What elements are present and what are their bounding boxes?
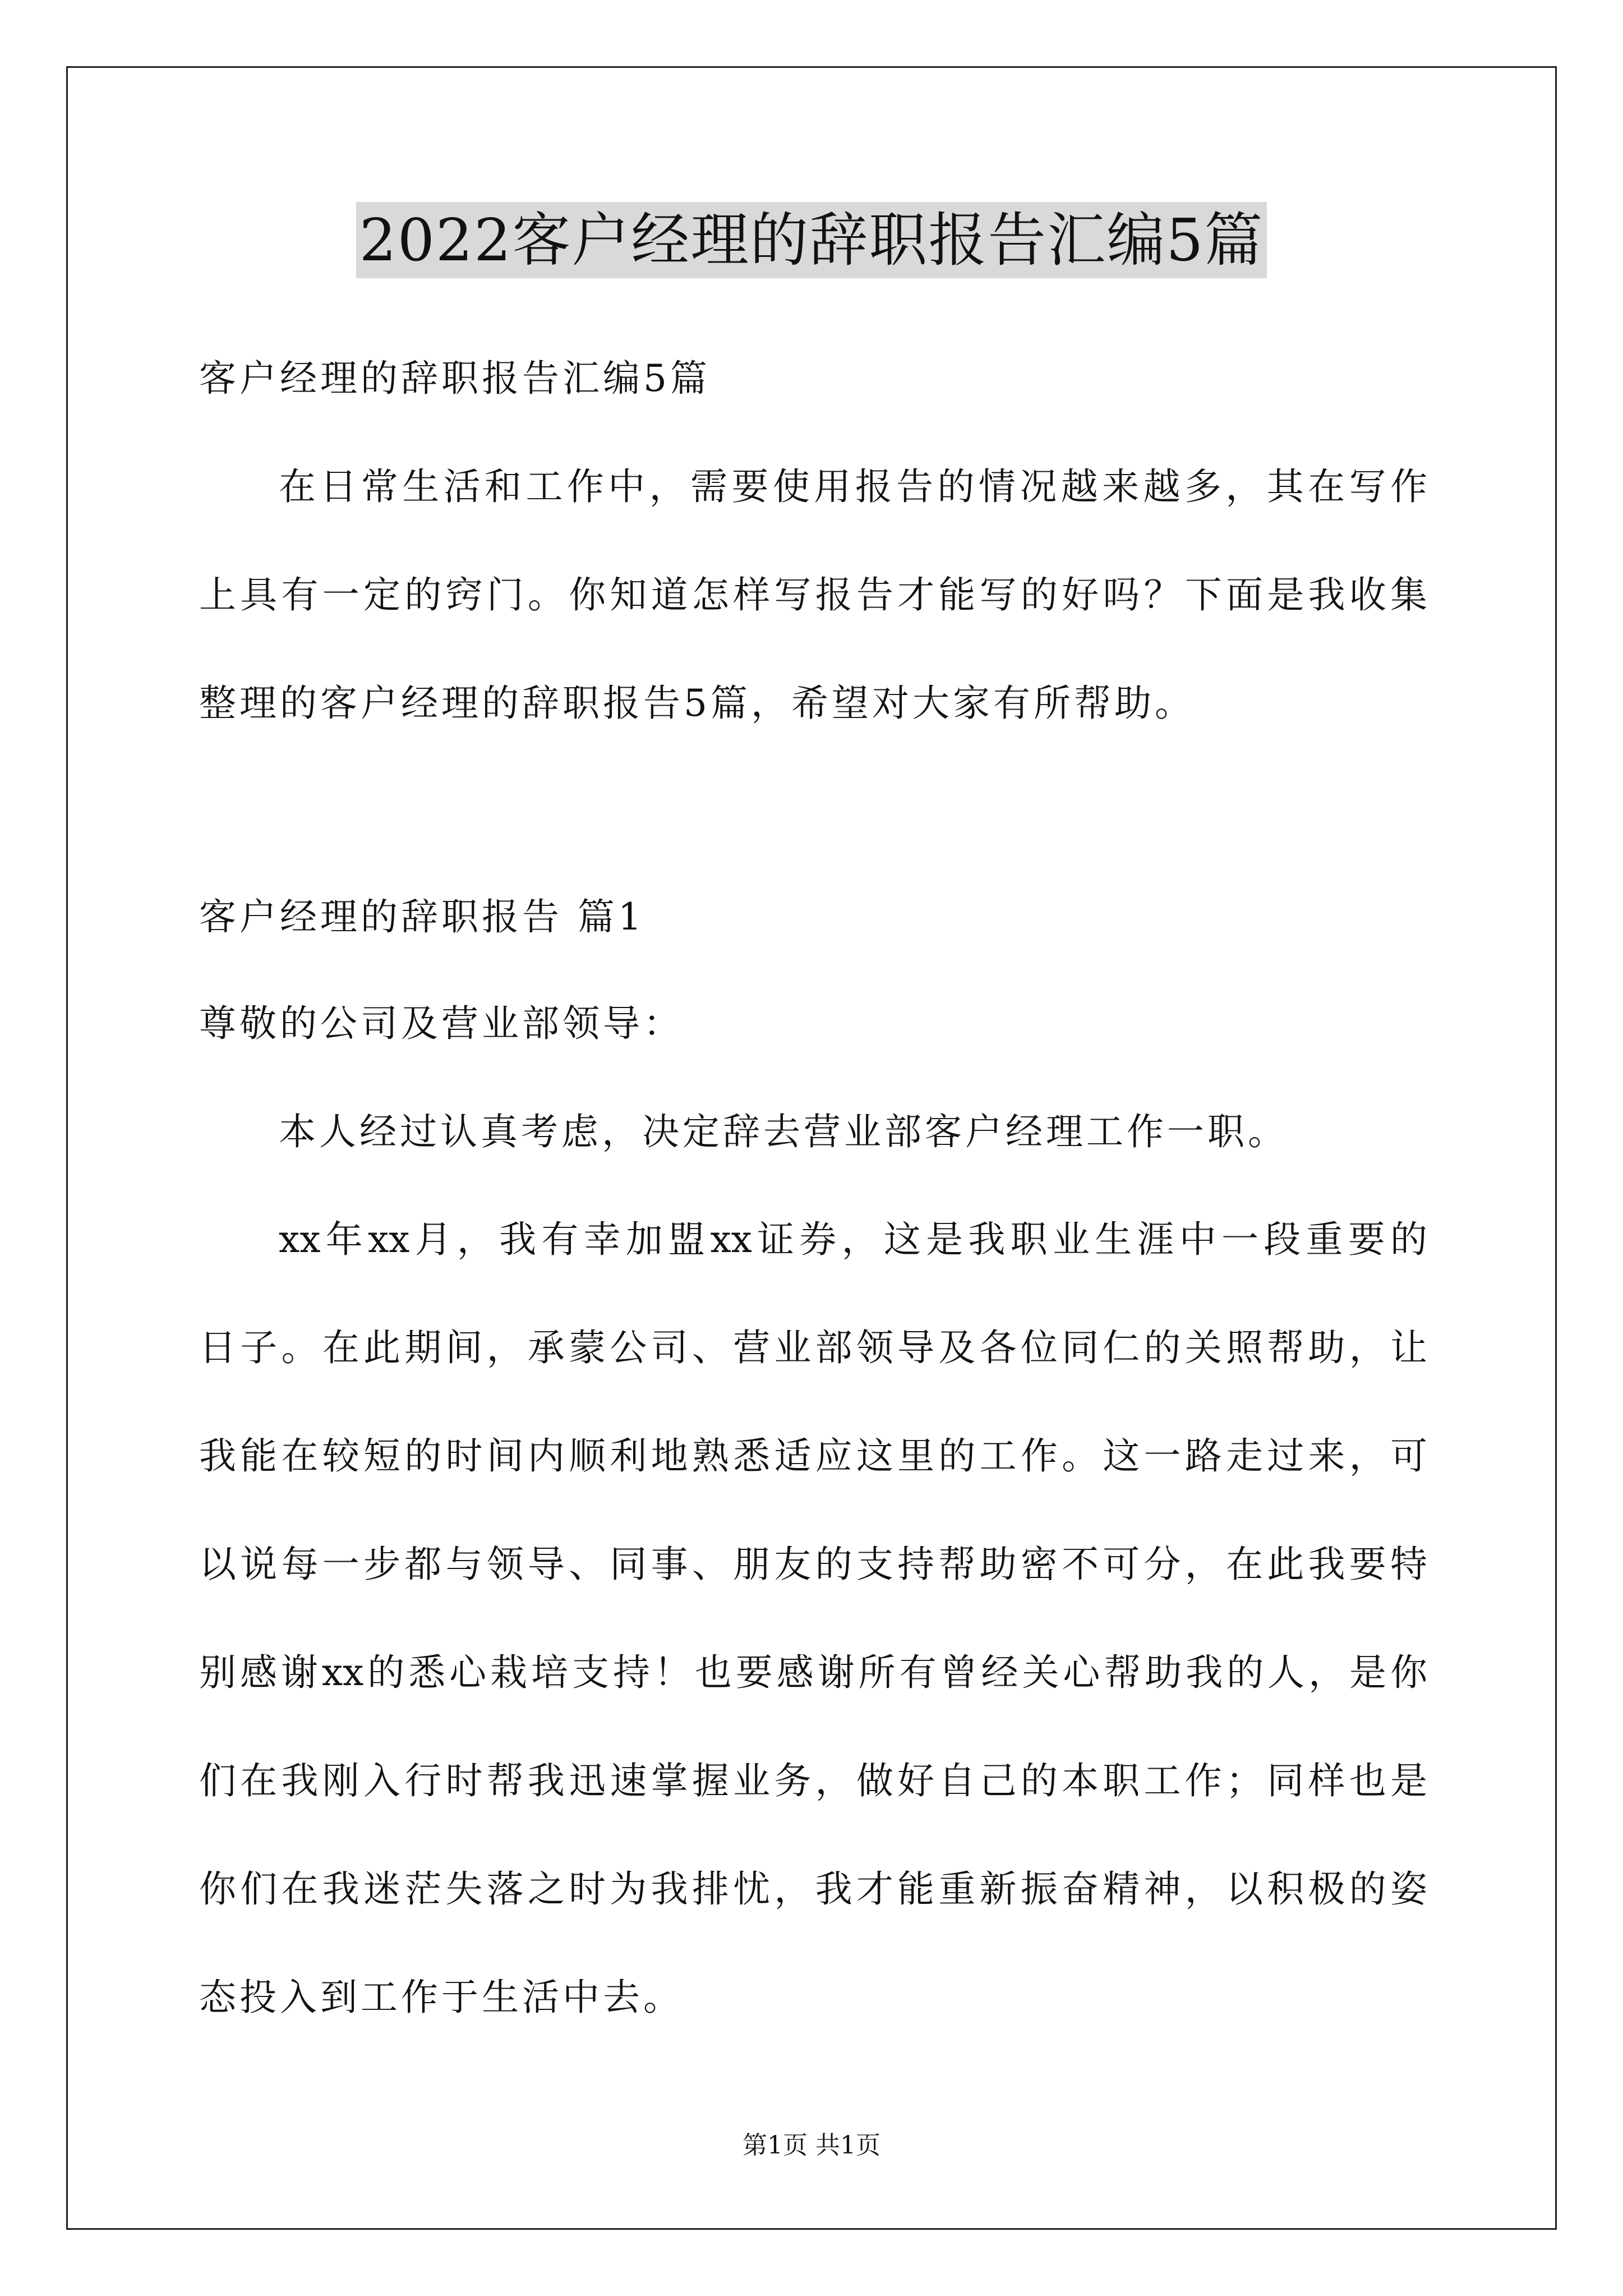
- paragraph-2-line-2: 日子。在此期间，承蒙公司、营业部领导及各位同仁的关照帮助，让: [199, 1326, 1427, 1369]
- document-subtitle: 客户经理的辞职报告汇编5篇: [199, 357, 711, 400]
- paragraph-2-line-5: 别感谢xx的悉心栽培支持！也要感谢所有曾经关心帮助我的人，是你: [199, 1651, 1427, 1694]
- intro-line-1: 在日常生活和工作中，需要使用报告的情况越来越多，其在写作: [279, 465, 1427, 508]
- section-heading: 客户经理的辞职报告 篇1: [199, 895, 645, 938]
- paragraph-2-line-6: 们在我刚入行时帮我迅速掌握业务，做好自己的本职工作；同样也是: [199, 1759, 1427, 1802]
- paragraph-2-line-4: 以说每一步都与领导、同事、朋友的支持帮助密不可分，在此我要特: [199, 1543, 1427, 1586]
- paragraph-2-line-1: xx年xx月，我有幸加盟xx证券，这是我职业生涯中一段重要的: [279, 1218, 1427, 1261]
- paragraph-2-line-7: 你们在我迷茫失落之时为我排忧，我才能重新振奋精神，以积极的姿: [199, 1867, 1427, 1911]
- page-footer: 第1页 共1页: [743, 2131, 880, 2160]
- salutation: 尊敬的公司及营业部领导：: [199, 1002, 684, 1045]
- intro-line-3: 整理的客户经理的辞职报告5篇，希望对大家有所帮助。: [199, 682, 1195, 725]
- title-block: [0, 202, 1623, 278]
- paragraph-2-line-8: 态投入到工作于生活中去。: [199, 1976, 684, 2019]
- document-title: 2022客户经理的辞职报告汇编5篇: [356, 202, 1267, 278]
- paragraph-2-line-3: 我能在较短的时间内顺利地熟悉适应这里的工作。这一路走过来，可: [199, 1434, 1427, 1478]
- paragraph-1: 本人经过认真考虑，决定辞去营业部客户经理工作一职。: [279, 1110, 1288, 1153]
- intro-line-2: 上具有一定的窍门。你知道怎样写报告才能写的好吗？下面是我收集: [199, 573, 1427, 616]
